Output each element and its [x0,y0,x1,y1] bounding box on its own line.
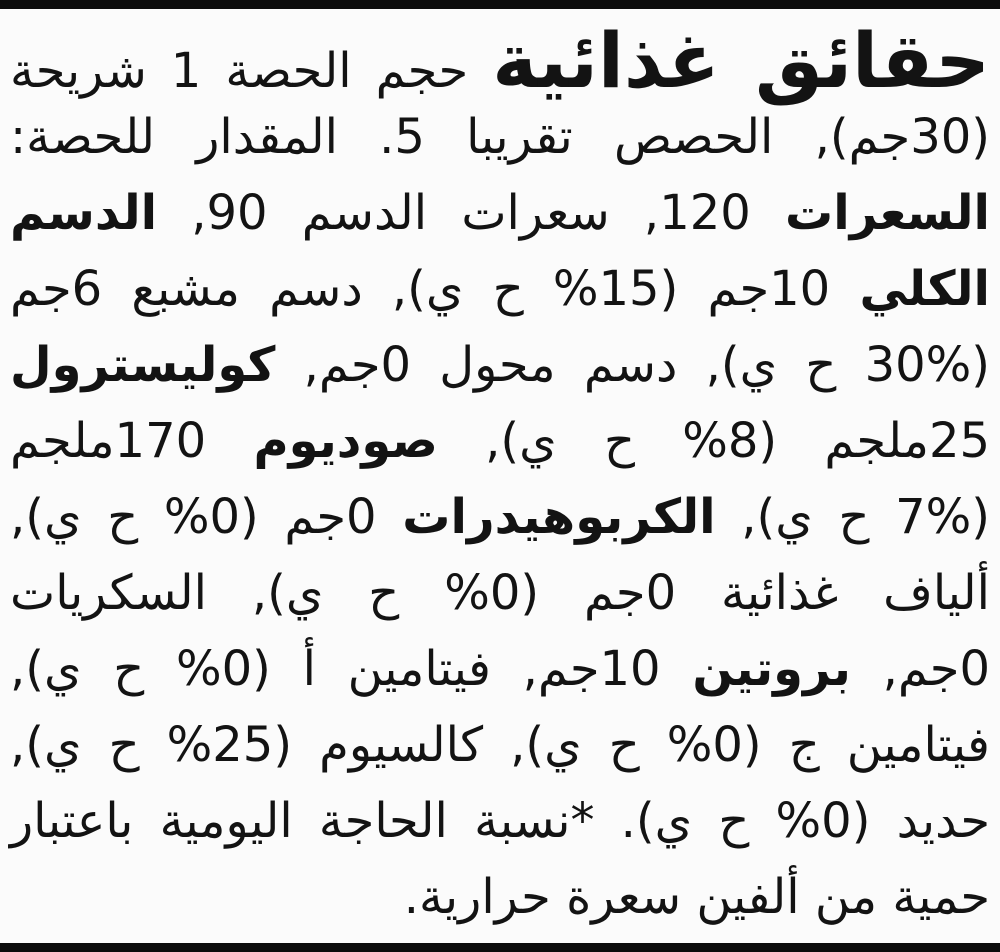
label-line [10,99,990,175]
text-segment: ألياف غذائية 0جم (0% ح ي), السكريات [10,565,990,621]
text-segment: السعرات [785,185,990,241]
label-line [10,555,990,631]
text-segment: 25ملجم (8% ح ي), [437,413,991,469]
bottom-border-bar [0,943,1000,952]
text-segment: الكلي [859,261,990,317]
label-line [10,859,990,935]
label-line [10,707,990,783]
text-segment: حجم الحصة 1 شريحة [10,43,493,99]
text-segment: 10جم, فيتامين أ (0% ح ي), [10,641,693,697]
label-line [10,16,990,105]
text-segment: حديد (0% ح ي). *نسبة الحاجة اليومية باعتبار [10,793,991,849]
text-segment: 170ملجم [10,413,254,469]
text-segment: حمية من ألفين سعرة حرارية. [403,869,990,925]
top-border-bar [0,0,1000,9]
text-segment: 0جم, [850,641,991,697]
text-segment: 0جم (0% ح ي), [10,489,403,545]
text-segment: بروتين [692,641,851,697]
text-segment: كوليسترول [10,337,276,393]
text-segment: 120, سعرات الدسم 90, [157,185,786,241]
label-title: حقائق غذائية [492,16,990,105]
text-segment: الدسم [10,185,158,241]
text-segment: 10جم (15% ح ي), دسم مشبع 6جم [10,261,860,317]
text-segment: (30% ح ي), دسم محول 0جم, [275,337,990,393]
text-segment: الكربوهيدرات [402,489,716,545]
label-line [10,783,990,859]
text-segment: صوديوم [253,413,438,469]
text-segment: (7% ح ي), [715,489,990,545]
label-line [10,175,990,251]
text-segment: (30جم), الحصص تقريبا 5. المقدار للحصة: [10,109,990,165]
label-line [10,327,990,403]
label-line [10,403,990,479]
label-body [0,9,1000,943]
label-line [10,479,990,555]
text-segment: فيتامين ج (0% ح ي), كالسيوم (25% ح ي), [10,717,990,773]
label-line [10,251,990,327]
label-line [10,631,990,707]
